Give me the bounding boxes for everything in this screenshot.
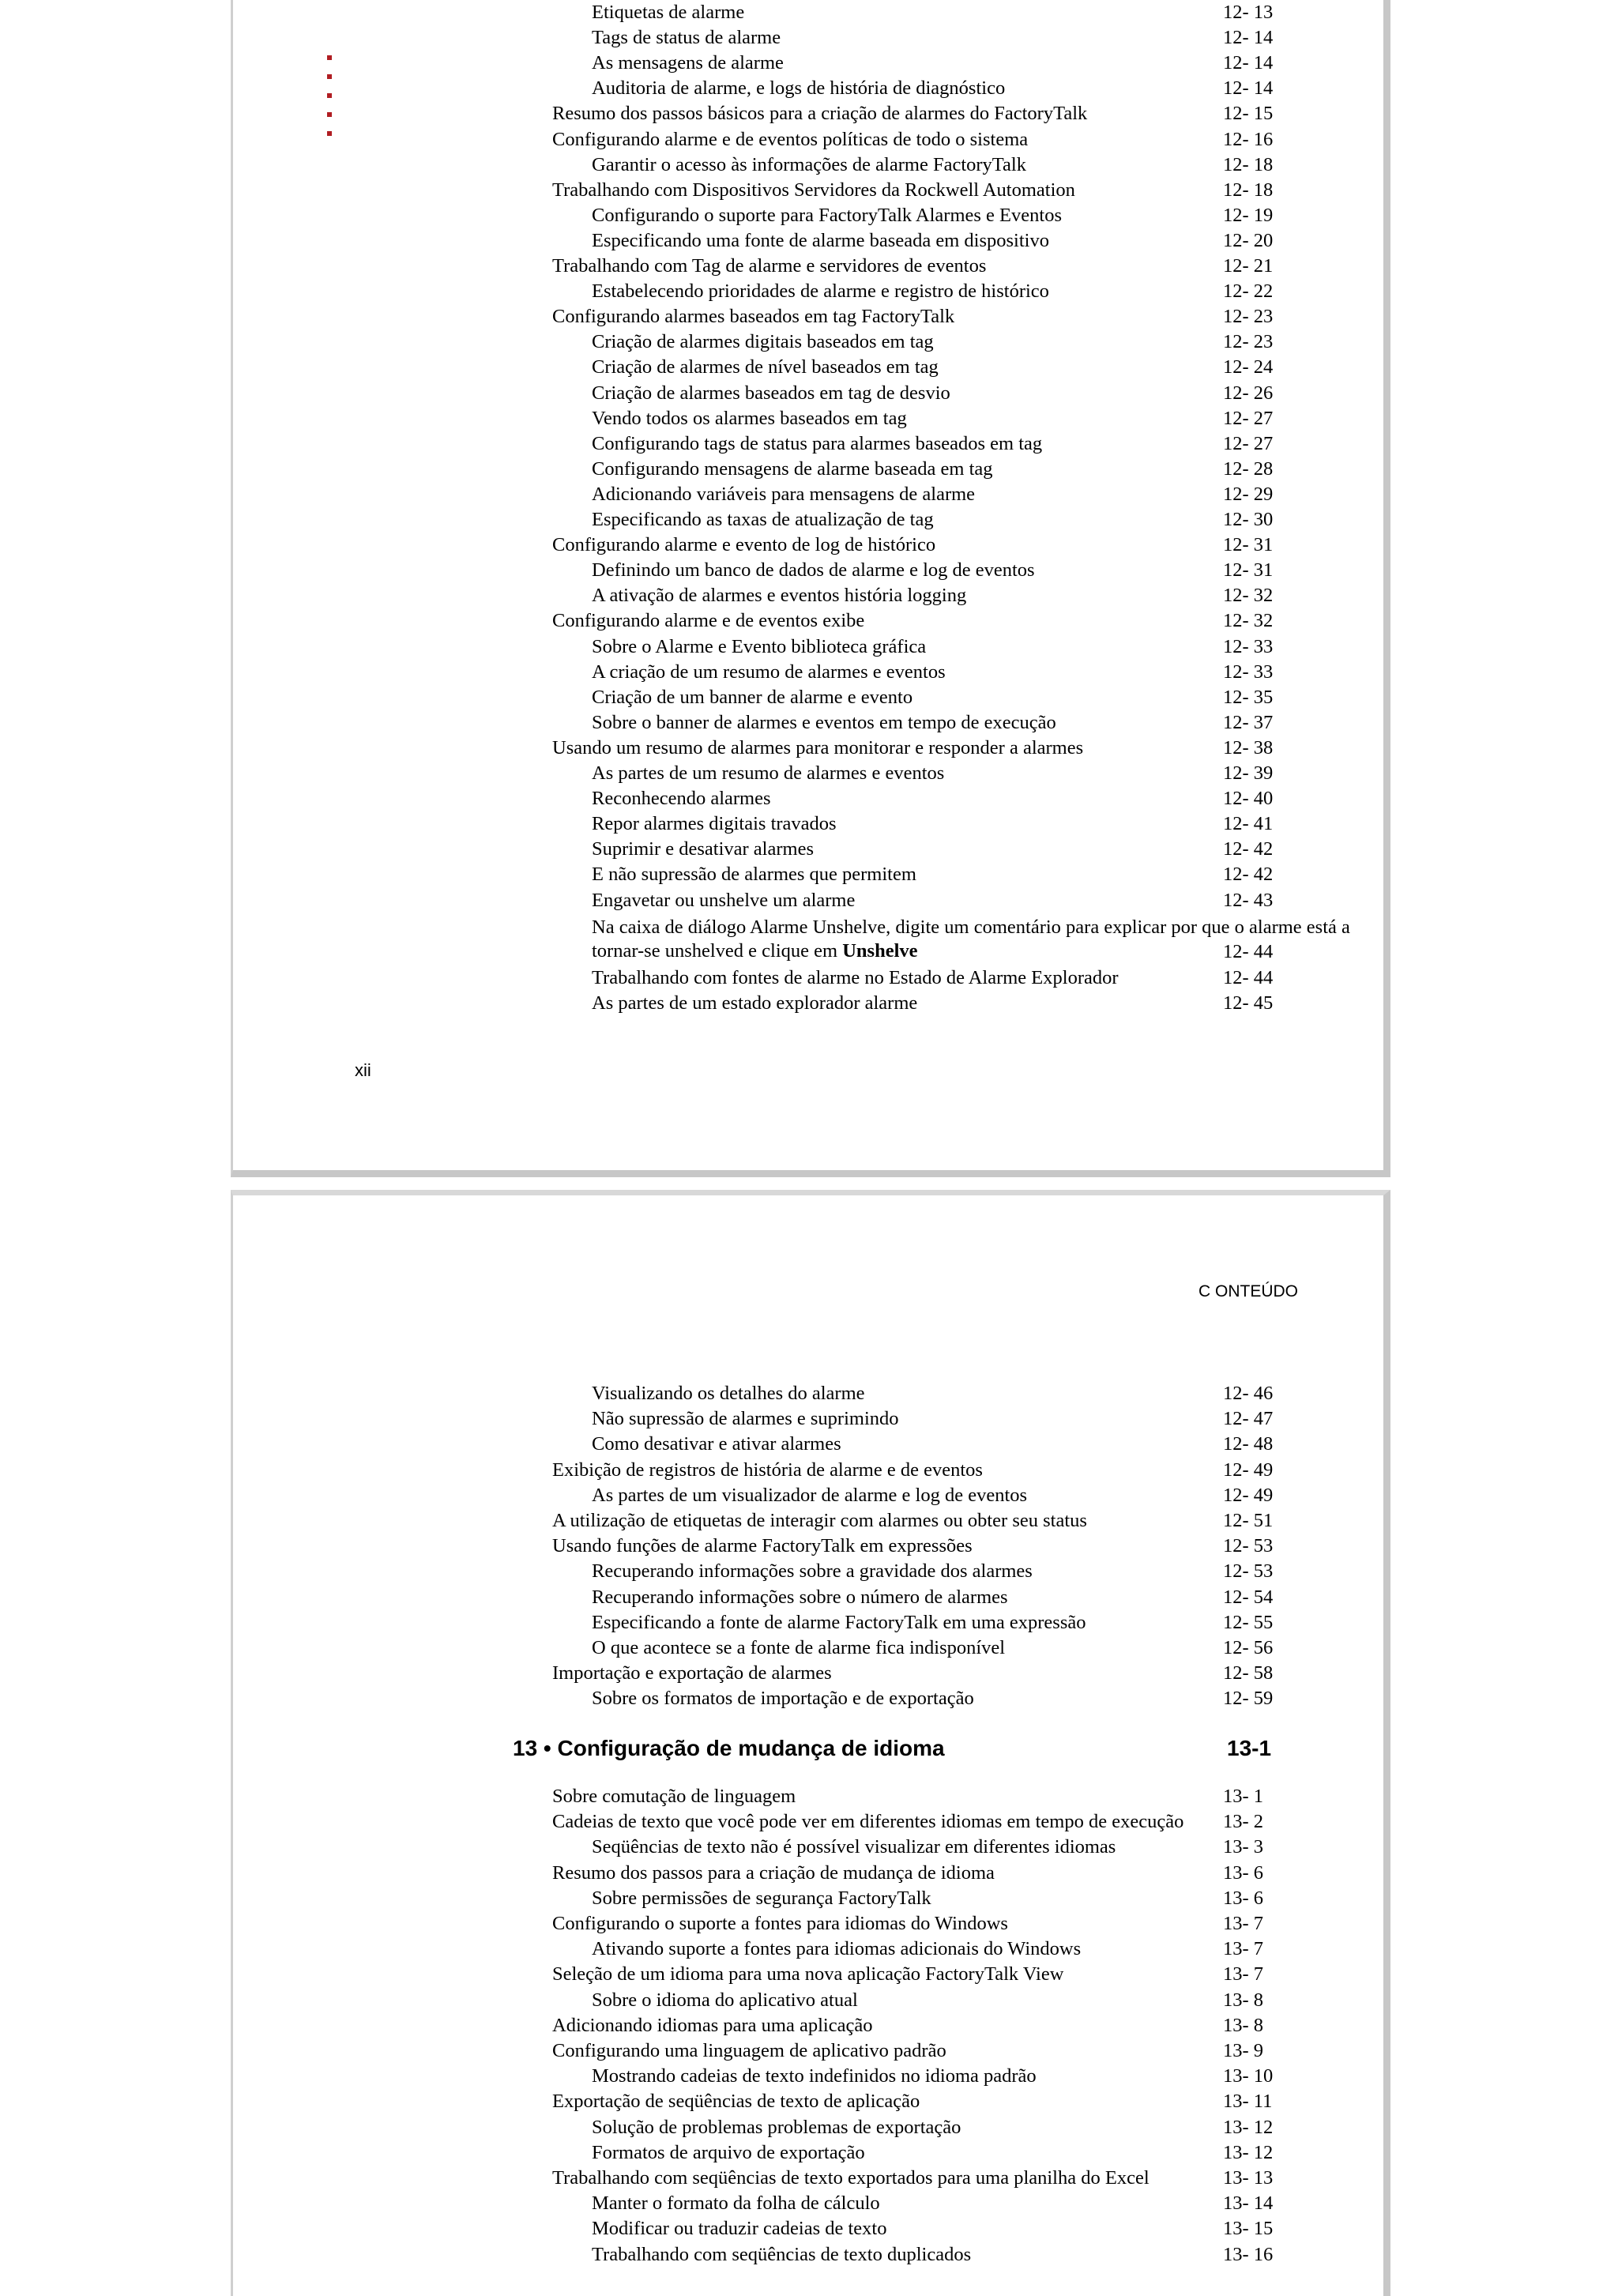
toc-entry-page: 12- 24 — [1223, 356, 1274, 378]
toc-entry[interactable] — [233, 1686, 1393, 1711]
toc-entry[interactable] — [233, 1736, 1393, 1761]
toc-entry-title: Solução de problemas problemas de exportação — [592, 2117, 961, 2138]
toc-entry-page: 13- 8 — [1223, 1989, 1264, 2011]
toc-entry[interactable] — [233, 127, 1393, 152]
toc-entry-title: Como desativar e ativar alarmes — [592, 1433, 841, 1455]
toc-entry[interactable] — [233, 1661, 1393, 1686]
toc-entry-page: 12- 46 — [1223, 1383, 1274, 1404]
toc-entry[interactable] — [233, 608, 1393, 634]
toc-page-lower — [231, 1190, 1390, 2296]
toc-entry-page: 12- 31 — [1223, 534, 1274, 555]
toc-entry-page: 13- 7 — [1223, 1938, 1264, 1959]
toc-entry-page: 12- 49 — [1223, 1459, 1274, 1481]
toc-entry-page: 12- 32 — [1223, 585, 1274, 606]
toc-entry-title: Especificando as taxas de atualização de tag — [592, 509, 934, 530]
running-head: C ONTEÚDO — [1198, 1282, 1298, 1300]
toc-entry-page: 13- 11 — [1223, 2091, 1273, 2112]
toc-entry[interactable] — [233, 2064, 1393, 2089]
toc-entry[interactable] — [233, 203, 1393, 228]
toc-entry-page: 13- 14 — [1223, 2192, 1274, 2214]
toc-entry-page: 13- 7 — [1223, 1913, 1264, 1934]
toc-entry[interactable] — [233, 2216, 1393, 2241]
toc-entry-title: Estabelecendo prioridades de alarme e registro de histórico — [592, 280, 1049, 302]
toc-entry[interactable] — [233, 1508, 1393, 1534]
toc-entry-title: Seleção de um idioma para uma nova aplicação FactoryTalk View — [552, 1963, 1064, 1985]
toc-entry[interactable] — [233, 1809, 1393, 1835]
toc-entry-page: 13- 13 — [1223, 2167, 1274, 2189]
toc-entry[interactable] — [233, 991, 1393, 1016]
toc-entry-title: Criação de alarmes baseados em tag de desvio — [592, 382, 950, 404]
toc-entry[interactable] — [233, 178, 1393, 203]
toc-entry-page: 12- 27 — [1223, 408, 1274, 429]
toc-entry-page: 12- 42 — [1223, 838, 1274, 860]
toc-entry-title: Exportação de seqüências de texto de aplicação — [552, 2091, 920, 2112]
toc-entry-title: Repor alarmes digitais travados — [592, 813, 837, 834]
toc-entry-title: Não supressão de alarmes e suprimindo — [592, 1408, 899, 1429]
toc-entry-page: 12- 44 — [1223, 941, 1274, 962]
page-folio: xii — [355, 1060, 371, 1080]
toc-entry-page: 12- 59 — [1223, 1688, 1274, 1709]
toc-entry[interactable] — [233, 431, 1393, 457]
toc-entry-page: 12- 14 — [1223, 27, 1274, 48]
toc-entry[interactable] — [233, 0, 1393, 25]
toc-entry-title: Adicionando idiomas para uma aplicação — [552, 2015, 873, 2036]
toc-entry-title: Resumo dos passos para a criação de mudança de idioma — [552, 1862, 995, 1884]
toc-entry-page: 12- 22 — [1223, 280, 1274, 302]
toc-entry-page: 12- 16 — [1223, 129, 1274, 150]
toc-entry-bold-word: Unshelve — [842, 940, 918, 962]
toc-entry-title: A criação de um resumo de alarmes e eventos — [592, 661, 946, 683]
toc-entry-page: 12- 45 — [1223, 992, 1274, 1014]
toc-entry-title: Trabalhando com seqüências de texto exportados para uma planilha do Excel — [552, 2167, 1150, 2189]
toc-entry[interactable] — [233, 1585, 1393, 1610]
toc-entry-title: A utilização de etiquetas de interagir com alarmes ou obter seu status — [552, 1510, 1087, 1531]
toc-entry-page: 13- 3 — [1223, 1836, 1264, 1858]
toc-entry[interactable] — [233, 761, 1393, 786]
toc-entry[interactable] — [233, 1784, 1393, 1809]
toc-entry-page: 12- 53 — [1223, 1560, 1274, 1582]
toc-entry-title: Sobre o banner de alarmes e eventos em tempo de execução — [592, 712, 1056, 733]
toc-entry[interactable] — [233, 2166, 1393, 2191]
toc-entry-title: Sobre os formatos de importação e de exportação — [592, 1688, 974, 1709]
toc-entry-page: 12- 31 — [1223, 559, 1274, 581]
toc-entry[interactable] — [233, 2115, 1393, 2140]
toc-entry[interactable] — [233, 736, 1393, 761]
toc-entry-title: E não supressão de alarmes que permitem — [592, 864, 916, 885]
toc-entry[interactable] — [233, 51, 1393, 76]
toc-entry-title: Vendo todos os alarmes baseados em tag — [592, 408, 907, 429]
toc-entry-title: Garantir o acesso às informações de alarme FactoryTalk — [592, 154, 1026, 175]
toc-entry-page: 12- 44 — [1223, 967, 1274, 988]
toc-entry[interactable] — [233, 1432, 1393, 1457]
toc-entry[interactable] — [233, 406, 1393, 431]
toc-entry[interactable] — [233, 634, 1393, 660]
toc-entry-page: 12- 42 — [1223, 864, 1274, 885]
toc-entry-title: Modificar ou traduzir cadeias de texto — [592, 2218, 887, 2239]
toc-entry[interactable] — [233, 1534, 1393, 1559]
toc-entry-title: Especificando a fonte de alarme FactoryTalk em uma expressão — [592, 1612, 1086, 1633]
toc-entry-title: Configurando o suporte para FactoryTalk Alarmes e Eventos — [592, 205, 1062, 226]
toc-entry[interactable] — [233, 1886, 1393, 1911]
toc-entry[interactable] — [233, 558, 1393, 583]
toc-entry[interactable] — [233, 101, 1393, 126]
toc-entry-page: 12- 28 — [1223, 458, 1274, 480]
toc-entry-title: Exibição de registros de história de alarme e de eventos — [552, 1459, 983, 1481]
toc-entry-page: 12- 49 — [1223, 1485, 1274, 1506]
toc-entry-title: Auditoria de alarme, e logs de história de diagnóstico — [592, 77, 1006, 99]
toc-entry-page: 13- 6 — [1223, 1862, 1264, 1884]
toc-entry-page: 13-1 — [1227, 1736, 1272, 1760]
toc-entry[interactable] — [233, 583, 1393, 608]
toc-entry[interactable] — [233, 1635, 1393, 1661]
toc-entry-title: Sobre permissões de segurança FactoryTalk — [592, 1888, 931, 1909]
toc-entry-title: Criação de alarmes de nível baseados em tag — [592, 356, 939, 378]
toc-entry-page: 12- 26 — [1223, 382, 1274, 404]
toc-entry-page: 12- 20 — [1223, 230, 1274, 251]
toc-entry[interactable] — [233, 1406, 1393, 1432]
toc-entry[interactable] — [233, 25, 1393, 51]
toc-entry-page: 12- 43 — [1223, 890, 1274, 911]
toc-entry[interactable] — [233, 2140, 1393, 2166]
toc-entry[interactable] — [233, 1381, 1393, 1406]
toc-entry[interactable] — [233, 1835, 1393, 1860]
toc-entry-title: Tags de status de alarme — [592, 27, 781, 48]
toc-entry[interactable] — [233, 507, 1393, 533]
toc-entry[interactable] — [233, 2038, 1393, 2064]
toc-entry[interactable] — [233, 786, 1393, 811]
toc-entry[interactable] — [233, 1458, 1393, 1483]
toc-entry-page: 12- 41 — [1223, 813, 1274, 834]
toc-entry-page: 12- 56 — [1223, 1637, 1274, 1658]
toc-entry[interactable] — [233, 660, 1393, 685]
toc-entry[interactable] — [233, 1861, 1393, 1886]
toc-entry-title: Trabalhando com fontes de alarme no Estado de Alarme Explorador — [592, 967, 1119, 988]
toc-entry-page: 12- 18 — [1223, 179, 1274, 201]
toc-entry-title: Suprimir e desativar alarmes — [592, 838, 814, 860]
toc-entry-title: Configurando alarme e evento de log de histórico — [552, 534, 936, 555]
toc-entry-title: Recuperando informações sobre a gravidade dos alarmes — [592, 1560, 1033, 1582]
toc-entry-title: Configurando alarmes baseados em tag FactoryTalk — [552, 306, 955, 327]
toc-entry-page: 12- 33 — [1223, 636, 1274, 657]
toc-entry-title: Configurando alarme e de eventos exibe — [552, 610, 865, 631]
toc-entry[interactable] — [233, 685, 1393, 710]
toc-entry-title: Criação de alarmes digitais baseados em tag — [592, 331, 934, 352]
toc-entry-page: 13- 12 — [1223, 2117, 1274, 2138]
toc-entry-title: As partes de um resumo de alarmes e eventos — [592, 762, 945, 784]
toc-entry-page: 12- 13 — [1223, 2, 1274, 23]
toc-entry-title: Sobre o idioma do aplicativo atual — [592, 1989, 858, 2011]
toc-entry-title: Definindo um banco de dados de alarme e log de eventos — [592, 559, 1035, 581]
toc-entry-page: 12- 37 — [1223, 712, 1274, 733]
toc-entry-page: 13- 15 — [1223, 2218, 1274, 2239]
toc-entry[interactable] — [233, 862, 1393, 887]
toc-entry-page: 13- 8 — [1223, 2015, 1264, 2036]
toc-entry-page: 12- 21 — [1223, 255, 1274, 277]
toc-entry-page: 12- 30 — [1223, 509, 1274, 530]
toc-entry-page: 13- 1 — [1223, 1786, 1264, 1807]
toc-entry[interactable] — [233, 2242, 1393, 2268]
toc-entry-page: 13- 9 — [1223, 2040, 1264, 2061]
toc-entry[interactable] — [233, 2191, 1393, 2216]
toc-entry-title: Recuperando informações sobre o número de alarmes — [592, 1586, 1008, 1608]
toc-entry-page: 12- 38 — [1223, 737, 1274, 758]
toc-entry[interactable] — [233, 482, 1393, 507]
toc-entry-page: 12- 18 — [1223, 154, 1274, 175]
toc-entry[interactable] — [233, 304, 1393, 329]
toc-entry-title: Adicionando variáveis para mensagens de alarme — [592, 484, 976, 505]
toc-entry[interactable] — [233, 1483, 1393, 1508]
toc-entry-page: 12- 14 — [1223, 77, 1274, 99]
toc-entry-title: Configurando uma linguagem de aplicativo padrão — [552, 2040, 946, 2061]
toc-entry-title: A ativação de alarmes e eventos história logging — [592, 585, 967, 606]
toc-entry[interactable] — [233, 888, 1393, 913]
toc-entry-title: Seqüências de texto não é possível visualizar em diferentes idiomas — [592, 1836, 1116, 1858]
toc-entry[interactable] — [233, 76, 1393, 101]
toc-entry-page: 13- 10 — [1223, 2065, 1274, 2087]
toc-entry-title: Sobre comutação de linguagem — [552, 1786, 796, 1807]
toc-entry-title: Manter o formato da folha de cálculo — [592, 2192, 880, 2214]
toc-entry-page: 12- 58 — [1223, 1662, 1274, 1684]
toc-entry-title: Trabalhando com seqüências de texto duplicados — [592, 2244, 972, 2265]
toc-entry[interactable] — [233, 533, 1393, 558]
toc-entry-title: Usando um resumo de alarmes para monitorar e responder a alarmes — [552, 737, 1084, 758]
toc-entry-title: Configurando tags de status para alarmes baseados em tag — [592, 433, 1043, 454]
toc-entry-page: 12- 32 — [1223, 610, 1274, 631]
toc-entry-page: 13- 6 — [1223, 1888, 1264, 1909]
toc-entry-title: Cadeias de texto que você pode ver em diferentes idiomas em tempo de execução — [552, 1811, 1184, 1832]
toc-entry[interactable] — [233, 1962, 1393, 1987]
toc-entry-page: 12- 23 — [1223, 306, 1274, 327]
toc-entry-title: Formatos de arquivo de exportação — [592, 2142, 865, 2163]
toc-entry[interactable] — [233, 837, 1393, 862]
toc-entry-title: As mensagens de alarme — [592, 52, 784, 73]
toc-entry-page: 12- 33 — [1223, 661, 1274, 683]
toc-entry-title: Mostrando cadeias de texto indefinidos no idioma padrão — [592, 2065, 1037, 2087]
toc-entry-title: Resumo dos passos básicos para a criação de alarmes do FactoryTalk — [552, 103, 1088, 124]
toc-entry[interactable] — [233, 1937, 1393, 1962]
toc-entry-title: Trabalhando com Tag de alarme e servidores de eventos — [552, 255, 987, 277]
toc-entry[interactable] — [233, 254, 1393, 279]
toc-entry[interactable] — [233, 2013, 1393, 2038]
toc-entry-title: 13 • Configuração de mudança de idioma — [513, 1736, 945, 1760]
toc-entry-page: 12- 54 — [1223, 1586, 1274, 1608]
toc-entry[interactable] — [233, 710, 1393, 736]
toc-entry[interactable] — [233, 2089, 1393, 2114]
toc-entry-title: Engavetar ou unshelve um alarme — [592, 890, 856, 911]
toc-entry-page: 12- 27 — [1223, 433, 1274, 454]
toc-entry[interactable] — [233, 355, 1393, 380]
toc-entry-title: Configurando mensagens de alarme baseada em tag — [592, 458, 993, 480]
toc-entry-title: Trabalhando com Dispositivos Servidores da Rockwell Automation — [552, 179, 1075, 201]
toc-entry-page: 13- 12 — [1223, 2142, 1274, 2163]
toc-entry-title: Etiquetas de alarme — [592, 2, 745, 23]
toc-entry-title: Ativando suporte a fontes para idiomas adicionais do Windows — [592, 1938, 1082, 1959]
toc-entry[interactable] — [233, 811, 1393, 837]
toc-entry-title: Reconhecendo alarmes — [592, 788, 771, 809]
toc-entry-title: Usando funções de alarme FactoryTalk em expressões — [552, 1535, 973, 1556]
toc-entry-page: 12- 51 — [1223, 1510, 1274, 1531]
toc-entry-page: 12- 39 — [1223, 762, 1274, 784]
toc-entry-title: As partes de um visualizador de alarme e log de eventos — [592, 1485, 1028, 1506]
toc-entry-page: 12- 15 — [1223, 103, 1274, 124]
toc-entry-title: Especificando uma fonte de alarme baseada em dispositivo — [592, 230, 1049, 251]
toc-entry[interactable] — [233, 228, 1393, 254]
toc-entry[interactable] — [233, 1559, 1393, 1584]
toc-entry[interactable] — [233, 329, 1393, 355]
toc-entry-title: Configurando alarme e de eventos políticas de todo o sistema — [552, 129, 1029, 150]
toc-page-upper — [231, 0, 1390, 1177]
toc-entry[interactable] — [233, 1988, 1393, 2013]
toc-entry[interactable] — [233, 1911, 1393, 1937]
toc-entry-title: Na caixa de diálogo Alarme Unshelve, digite um comentário para explicar por que o alarme está a tornar-se unshelved e clique em — [592, 917, 1350, 962]
toc-entry[interactable] — [233, 279, 1393, 304]
toc-entry-title: O que acontece se a fonte de alarme fica indisponível — [592, 1637, 1006, 1658]
toc-entry-page: 12- 40 — [1223, 788, 1274, 809]
toc-entry-page: 13- 2 — [1223, 1811, 1264, 1832]
toc-entry-page: 12- 48 — [1223, 1433, 1274, 1455]
toc-entry-title: Visualizando os detalhes do alarme — [592, 1383, 865, 1404]
toc-entry[interactable] — [233, 152, 1393, 178]
toc-entry-page: 12- 35 — [1223, 687, 1274, 708]
toc-entry-title: Criação de um banner de alarme e evento — [592, 687, 913, 708]
toc-entry-page: 12- 47 — [1223, 1408, 1274, 1429]
toc-entry-page: 12- 19 — [1223, 205, 1274, 226]
toc-entry-page: 12- 29 — [1223, 484, 1274, 505]
toc-entry-page: 12- 23 — [1223, 331, 1274, 352]
toc-entry-title: As partes de um estado explorador alarme — [592, 992, 918, 1014]
toc-entry[interactable] — [233, 965, 1393, 991]
toc-entry[interactable] — [233, 381, 1393, 406]
toc-entry-page: 13- 7 — [1223, 1963, 1264, 1985]
toc-entry[interactable] — [233, 1610, 1393, 1635]
toc-entry-title: Configurando o suporte a fontes para idiomas do Windows — [552, 1913, 1008, 1934]
toc-entry[interactable] — [233, 457, 1393, 482]
toc-entry-title: Sobre o Alarme e Evento biblioteca gráfica — [592, 636, 927, 657]
toc-entry-page: 12- 53 — [1223, 1535, 1274, 1556]
toc-entry-page: 12- 55 — [1223, 1612, 1274, 1633]
toc-entry-page: 13- 16 — [1223, 2244, 1274, 2265]
toc-entry-title: Importação e exportação de alarmes — [552, 1662, 832, 1684]
toc-entry-page: 12- 14 — [1223, 52, 1274, 73]
